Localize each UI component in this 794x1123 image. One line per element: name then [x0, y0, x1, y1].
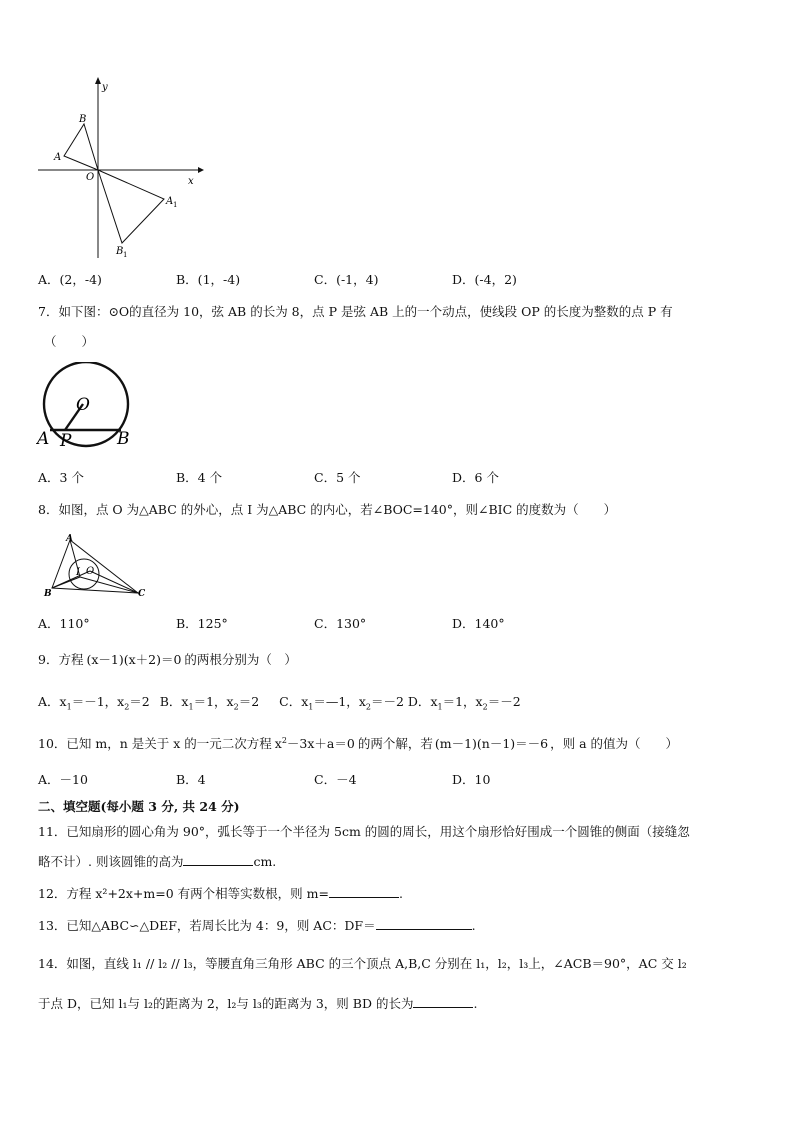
q7-text-line2: （ ）	[44, 334, 95, 349]
q11-text-line2: 略不计）. 则该圆锥的高为 cm.	[38, 854, 277, 869]
x-axis-label: x	[188, 176, 194, 187]
point-a1-sub: 1	[173, 201, 178, 209]
q6-option-d: D．(-4，2)	[452, 272, 517, 287]
q8-option-b: B．125°	[176, 616, 228, 631]
center-o-label: O	[76, 395, 90, 415]
q10-option-c: C．－4	[314, 772, 357, 787]
q7-figure	[36, 362, 140, 448]
point-a-label: A	[54, 152, 62, 163]
point-b-label: B	[79, 114, 87, 125]
q9-equation: (x－1)(x＋2)＝0	[86, 652, 182, 667]
origin-label: O	[86, 172, 95, 183]
y-axis-label: y	[102, 82, 108, 93]
q10-middle: 的两个解，若	[357, 736, 433, 751]
q8-option-c: C．130°	[314, 616, 367, 631]
q10-suffix: ，则 a 的值为（ ）	[550, 736, 679, 751]
q6-option-b: B．(1，-4)	[176, 272, 241, 287]
q12-answer-blank[interactable]	[329, 885, 399, 898]
circumcenter-o-label: O	[86, 566, 95, 577]
section-heading-fill-in: 二、填空题(每小题 3 分, 共 24 分)	[38, 799, 240, 814]
q7-option-b: B．4 个	[176, 470, 223, 485]
vertex-b-label: B	[44, 589, 52, 599]
q9-options	[38, 692, 521, 712]
q7-text-line1: 7．如下图：⊙O的直径为 10，弦 AB 的长为 8，点 P 是弦 AB 上的一个动点，使线段 OP 的长度为整数的点 P 有	[38, 304, 673, 319]
q9-option-b: B．$x_1=1$，$x_2=2$	[159, 694, 260, 712]
q6-option-a: A．(2，-4)	[38, 272, 102, 287]
q9-option-a: A．$x_1=-1$，$x_2=2$	[38, 694, 150, 712]
q6-figure	[30, 72, 210, 262]
q7-option-c: C．5 个	[314, 470, 361, 485]
point-p-label: P	[60, 431, 72, 448]
q11-answer-blank[interactable]	[183, 853, 253, 866]
q10-question	[38, 734, 678, 752]
vertex-c-label: C	[138, 589, 146, 599]
q9-prefix: 9．方程	[38, 652, 84, 667]
q10-condition: (m－1)(n－1)＝－6	[434, 736, 549, 751]
point-a-label: A	[37, 429, 50, 448]
q7-option-a: A．3 个	[38, 470, 84, 485]
point-b-label: B	[117, 429, 130, 448]
incenter-i-label: I	[76, 567, 80, 578]
q13-answer-blank[interactable]	[376, 917, 472, 930]
q7-option-d: D．6 个	[452, 470, 499, 485]
point-b1-sub: 1	[123, 251, 128, 259]
q10-equation: $x^2-3x+a=0$	[274, 735, 355, 751]
point-a1-label: A	[166, 196, 174, 207]
q9-option-c: C．$x_1=—1$，$x_2=-2$	[279, 694, 404, 712]
q14-answer-blank[interactable]	[413, 995, 473, 1008]
q9-question	[38, 650, 297, 668]
q13-text: 13．已知△ABC∽△DEF，若周长比为 4：9，则 AC：DF＝ .	[38, 918, 476, 933]
q10-option-a: A．－10	[38, 772, 88, 787]
q8-option-a: A．110°	[38, 616, 90, 631]
vertex-a-label: A	[66, 534, 73, 544]
q8-text: 8．如图，点 O 为△ABC 的外心，点 I 为△ABC 的内心，若∠BOC=140°，则∠BIC 的度数为（ ）	[38, 502, 617, 517]
q9-suffix: 的两根分别为（ ）	[184, 652, 297, 667]
q12-text: 12．方程 x²+2x+m=0 有两个相等实数根，则 m= .	[38, 886, 403, 901]
q10-prefix: 10．已知 m，n 是关于 x 的一元二次方程	[38, 736, 272, 751]
q6-option-c: C．(-1，4)	[314, 272, 379, 287]
q10-option-b: B．4	[176, 772, 206, 787]
q9-option-d: D．$x_1=1$，$x_2=-2$	[407, 694, 521, 712]
q11-text-line1: 11．已知扇形的圆心角为 90°，弧长等于一个半径为 5cm 的圆的周长，用这个扇形恰好围成一个圆锥的侧面（接缝忽	[38, 824, 690, 839]
q14-text-line2: 于点 D，已知 l₁与 l₂的距离为 2，l₂与 l₃的距离为 3，则 BD 的长为 .	[38, 996, 478, 1011]
q10-option-d: D．10	[452, 772, 491, 787]
q8-option-d: D．140°	[452, 616, 505, 631]
point-b1-label: B	[116, 246, 124, 257]
q14-text-line1: 14．如图，直线 l₁ // l₂ // l₃，等腰直角三角形 ABC 的三个顶点 A,B,C 分别在 l₁，l₂，l₃上，∠ACB＝90°，AC 交 l₂	[38, 956, 687, 971]
q8-figure	[40, 532, 150, 600]
